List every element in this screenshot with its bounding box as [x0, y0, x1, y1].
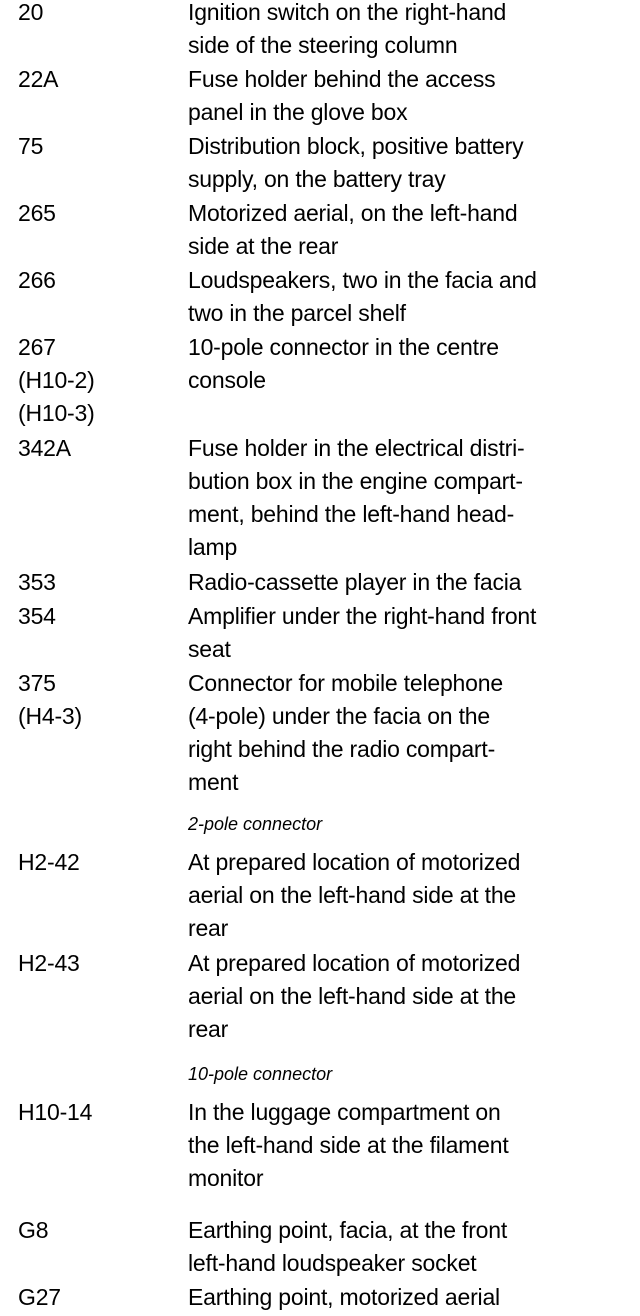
component-code: G8: [18, 1217, 49, 1243]
component-code: 20: [18, 0, 44, 25]
component-description: Motorized aerial, on the left-hand side at the rear: [188, 200, 518, 259]
section-heading-2-pole: 2-pole connector: [188, 814, 323, 834]
component-description: At prepared location of motorized aerial on the left-hand side at the rear: [188, 950, 521, 1042]
component-code: 353: [18, 569, 56, 595]
component-code: 265: [18, 200, 56, 226]
component-description: Earthing point, facia, at the front left-hand loudspeaker socket: [188, 1217, 508, 1276]
component-code: G27: [18, 1284, 61, 1310]
component-code: H10-14: [18, 1099, 93, 1125]
component-description: Radio-cassette player in the facia: [188, 569, 522, 595]
component-description: In the luggage compartment on the left-hand side at the filament monitor: [188, 1099, 509, 1191]
component-description: Ignition switch on the right-hand side of the steering column: [188, 0, 507, 58]
component-code: 354: [18, 603, 56, 629]
component-code: H2-42: [18, 849, 80, 875]
component-description: At prepared location of motorized aerial on the left-hand side at the rear: [188, 849, 521, 941]
component-code: 267 (H10-2) (H10-3): [18, 334, 95, 426]
component-description: Distribution block, positive battery supply, on the battery tray: [188, 133, 524, 192]
component-description: Fuse holder in the electrical distri- bution box in the engine compart- ment, behind the left-hand head- lamp: [188, 435, 525, 560]
component-code: 22A: [18, 66, 59, 92]
component-description: Amplifier under the right-hand front seat: [188, 603, 537, 662]
component-description: Connector for mobile telephone (4-pole) under the facia on the right behind the radio compart- ment: [188, 670, 503, 795]
component-code: 75: [18, 133, 44, 159]
component-code: H2-43: [18, 950, 80, 976]
component-code: 375 (H4-3): [18, 670, 82, 729]
component-description: 10-pole connector in the centre console: [188, 334, 499, 393]
component-code: 266: [18, 267, 56, 293]
component-description: Earthing point, motorized aerial: [188, 1284, 500, 1310]
component-description: Fuse holder behind the access panel in the glove box: [188, 66, 496, 125]
section-heading-10-pole: 10-pole connector: [188, 1064, 333, 1084]
component-code: 342A: [18, 435, 71, 461]
component-description: Loudspeakers, two in the facia and two in the parcel shelf: [188, 267, 537, 326]
